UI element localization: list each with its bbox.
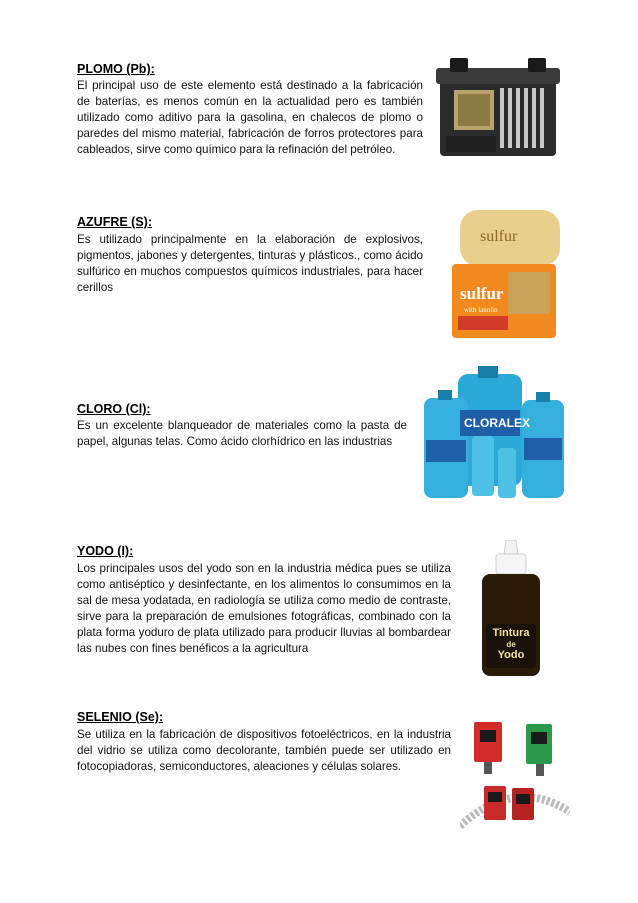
selenio-text: Se utiliza en la fabricación de dispositivos fotoeléctricos, en la industria del vidrio se utiliza como decolorante, también puede ser utilizado en fotocopiadoras, semiconductores, aleaciones y células solares. <box>77 728 451 773</box>
photoelectric-sensor-icon <box>460 716 570 830</box>
soap-box-sublabel: with lanolin <box>464 306 498 314</box>
selenio-heading: SELENIO (Se): <box>77 710 164 724</box>
tincture-label-line3: Yodo <box>497 649 525 661</box>
tincture-label <box>476 628 546 661</box>
azufre-heading: AZUFRE (S): <box>77 215 152 229</box>
plomo-heading: PLOMO (Pb): <box>77 62 155 76</box>
plomo-text: El principal uso de este elemento está destinado a la fabricación de baterías, es menos común en la actualidad pero es también utilizado como aditivo para la gasolina, en chalecos de plomo o paredes del mismo material, fabricación de forros protectores para cableados, sirve como químico para la refinación del petróleo. <box>77 79 423 156</box>
tincture-label-line1: Tintura <box>492 627 530 639</box>
car-battery-icon <box>432 50 564 162</box>
cloro-text: Es un excelente blanqueador de materiales como la pasta de papel, algunas telas. Como ácido clorhídrico en las industrias <box>77 419 407 448</box>
azufre-text: Es utilizado principalmente en la elaboración de explosivos, pigmentos, jabones y detergentes, tinturas y plásticos., como ácido sulfúrico en muchos compuestos químicos industriales, para hacer cerillos <box>77 233 423 294</box>
sulfur-soap-icon <box>446 206 566 342</box>
cloro-heading: CLORO (Cl): <box>77 402 151 416</box>
iodine-tincture-bottle-icon <box>476 540 546 680</box>
yodo-heading: YODO (I): <box>77 544 134 558</box>
soap-box-label: sulfur <box>460 284 504 303</box>
yodo-text: Los principales usos del yodo son en la industria médica pues se utiliza como antiséptico y desinfectante, en los alimentos lo consumimos en la sal de mesa yodatada, en radiología se utiliza como medio de contraste, sirve para la preparación de emulsiones fotográficas, combinado con la plata forma yoduro de plata utilizado para producir lluvias al bombardear las nubes con fines benéficos a la agricultura <box>77 562 451 655</box>
cloralex-label: CLORALEX <box>464 416 530 430</box>
tincture-label-line2: de <box>506 640 516 649</box>
soap-bar-label: sulfur <box>480 228 518 245</box>
bleach-bottles-icon <box>418 366 568 506</box>
